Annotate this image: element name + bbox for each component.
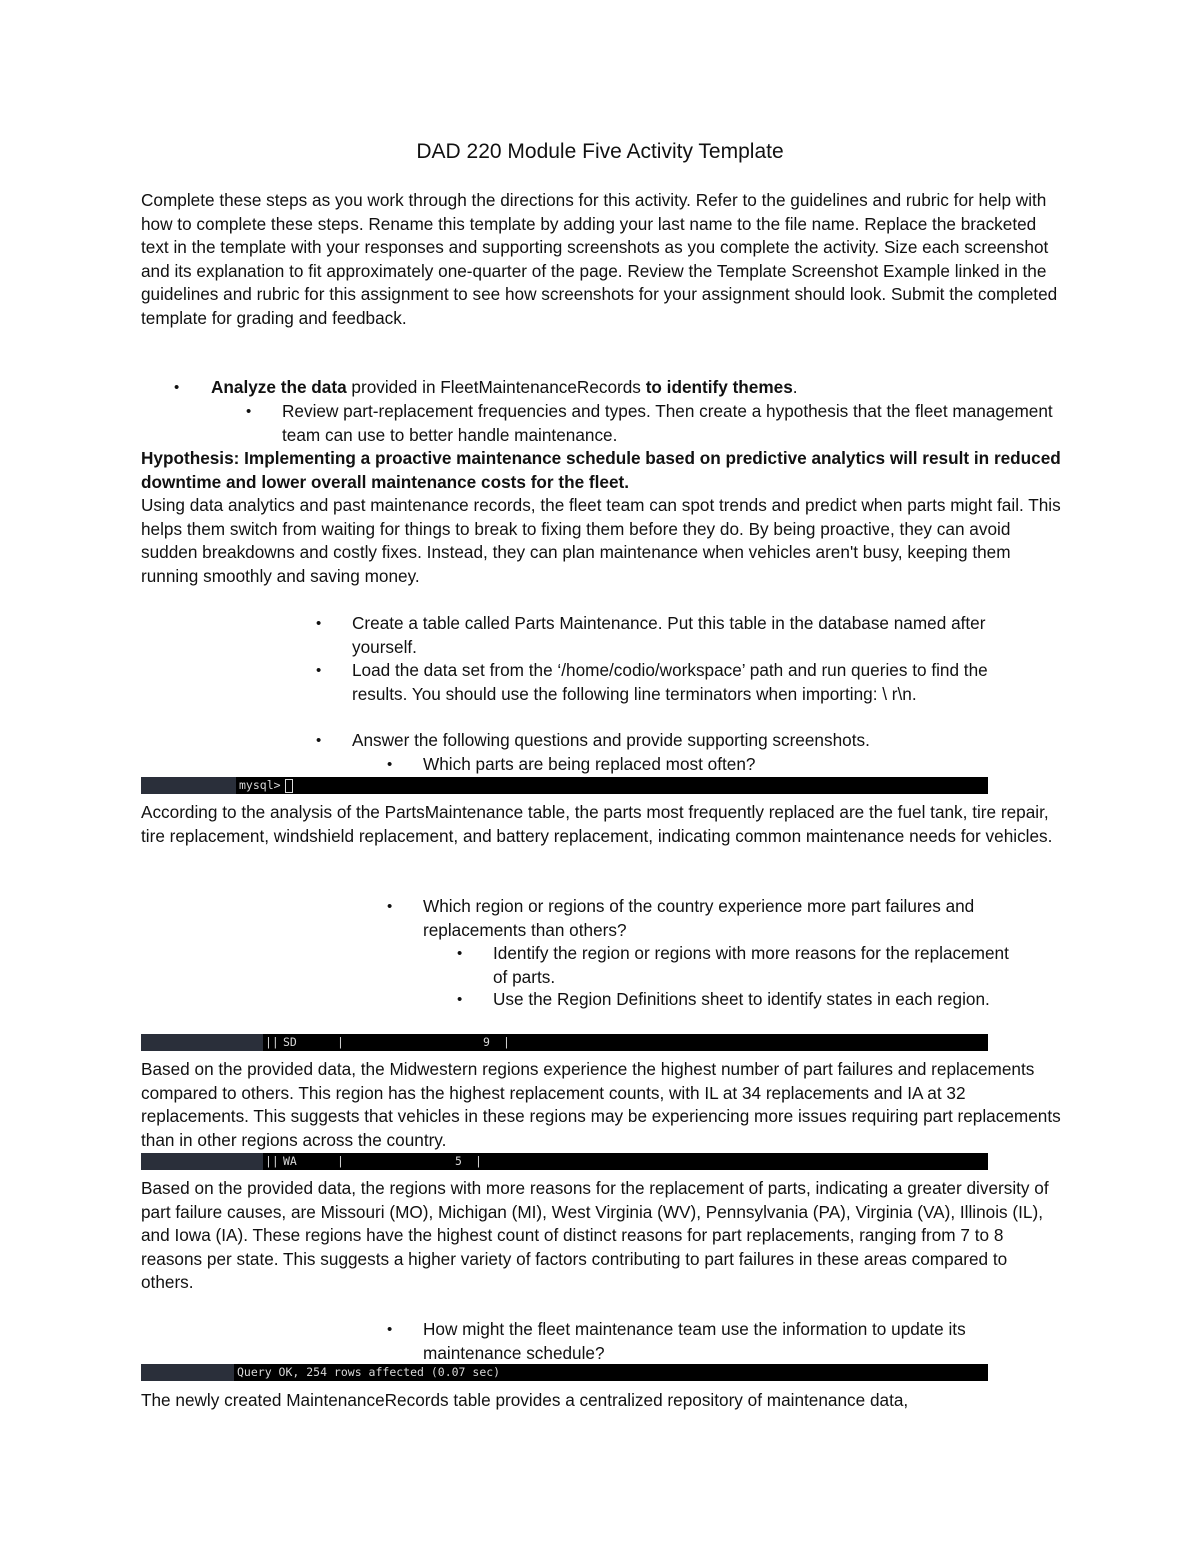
step-answer-questions — [316, 729, 1046, 753]
bullet-icon: • — [316, 732, 322, 749]
terminal-count: 5 — [455, 1154, 462, 1168]
question-parts — [387, 753, 1047, 777]
terminal-side-pane — [141, 1034, 263, 1051]
terminal-query-result: Query OK, 254 rows affected (0.07 sec) — [237, 1365, 501, 1379]
answer-parts: According to the analysis of the PartsMaintenance table, the parts most frequently replaced are the fuel tank, tire repair, tire replacement, windshield replacement, and battery replacement, indicating common maintenance needs for vehicles. — [141, 802, 1053, 846]
bullet-icon: • — [387, 756, 393, 773]
answer-regions: Based on the provided data, the Midwestern regions experience the highest number of part failures and replacements compared to others. This region has the highest replacement counts, with IL at 34 replacements and IA at 32 replacements. This suggests that vehicles in these regions may be experiencing more issues requiring part replacements than in other regions across the country. — [141, 1059, 1061, 1150]
terminal-side-pane — [141, 1364, 234, 1381]
bullet-icon: • — [387, 1321, 393, 1338]
question-text: Which parts are being replaced most often? — [423, 754, 756, 774]
terminal-side-pane — [141, 777, 236, 794]
answer-reasons: Based on the provided data, the regions with more reasons for the replacement of parts, indicating a greater diversity of part failure causes, are Missouri (MO), Michigan (MI), West Virginia (WV), Pennsylvania (PA), Virginia (VA), Illinois (IL), and Iowa (IA). These regions have the highest count of distinct reasons for part replacements, ranging from 7 to 8 reasons per state. This suggests a higher variety of factors contributing to part failures in these areas compared to others. — [141, 1178, 1049, 1292]
question-text: How might the fleet maintenance team use the information to update its maintenance schedule? — [423, 1319, 966, 1363]
analyze-sub-text: Review part-replacement frequencies and types. Then create a hypothesis that the fleet management team can use to better handle maintenance. — [282, 401, 1053, 445]
step-text: Create a table called Parts Maintenance. Put this table in the database named after yourself. — [352, 613, 986, 657]
terminal-screenshot-sd: || SD | 9 | — [141, 1034, 988, 1051]
question-regions — [387, 895, 1047, 942]
question-regions-sub-1 — [457, 942, 1017, 989]
bullet-icon: • — [246, 403, 252, 420]
terminal-cursor-icon — [285, 779, 293, 793]
terminal-prompt: mysql> — [239, 778, 281, 792]
bullet-icon: • — [457, 945, 463, 962]
bullet-icon: • — [174, 379, 180, 396]
document-title: DAD 220 Module Five Activity Template — [416, 140, 784, 163]
step-load-data — [316, 659, 1046, 706]
question-sub-text: Use the Region Definitions sheet to identify states in each region. — [493, 989, 990, 1009]
question-text: Which region or regions of the country experience more part failures and replacements than others? — [423, 896, 975, 940]
step-text: Load the data set from the ‘/home/codio/workspace’ path and run queries to find the results. You should use the following line terminators when importing: \ r\n. — [352, 660, 988, 704]
intro-paragraph: Complete these steps as you work through the directions for this activity. Refer to the guidelines and rubric for help with how to complete these steps. Rename this template by adding your last name to the file name. Replace the bracketed text in the template with your responses and supporting screenshots as you complete the activity. Size each screenshot and its explanation to fit approximately one-quarter of the page. Review the Template Screenshot Example linked in the guidelines and rubric for this assignment to see how screenshots for your assignment should look. Submit the completed template for grading and feedback. — [141, 190, 1058, 328]
hypothesis-heading: Hypothesis: Implementing a proactive maintenance schedule based on predictive analytics will result in reduced downtime and lower overall maintenance costs for the fleet. — [141, 448, 1061, 492]
bullet-icon: • — [316, 615, 322, 632]
hypothesis-body: Using data analytics and past maintenance records, the fleet team can spot trends and predict when parts might fail. This helps them switch from waiting for things to break to fixing them before they do. By being proactive, they can avoid sudden breakdowns and costly fixes. Instead, they can plan maintenance when vehicles aren't busy, keeping them running smoothly and saving money. — [141, 495, 1061, 586]
bullet-icon: • — [387, 898, 393, 915]
bullet-icon: • — [316, 662, 322, 679]
terminal-state: WA — [283, 1154, 297, 1168]
terminal-screenshot-wa: || WA | 5 | — [141, 1153, 988, 1170]
analyze-bold-a: Analyze the data — [211, 377, 347, 397]
question-regions-sub-2 — [457, 988, 1017, 1012]
question-schedule — [387, 1318, 1047, 1365]
analyze-mid: provided in FleetMaintenanceRecords — [346, 377, 646, 397]
terminal-side-pane — [141, 1153, 263, 1170]
terminal-state: SD — [283, 1035, 297, 1049]
analyze-bold-b: to identify themes — [645, 377, 793, 397]
step-create-table — [316, 612, 1046, 659]
step-text: Answer the following questions and provide supporting screenshots. — [352, 730, 870, 750]
bullet-icon: • — [457, 991, 463, 1008]
terminal-screenshot-query-ok — [141, 1364, 988, 1381]
question-sub-text: Identify the region or regions with more reasons for the replacement of parts. — [493, 943, 1009, 987]
analyze-sub-bullet — [246, 400, 1056, 447]
analyze-bullet — [174, 376, 1054, 400]
terminal-screenshot-prompt — [141, 777, 988, 794]
answer-schedule: The newly created MaintenanceRecords table provides a centralized repository of maintenance data, — [141, 1390, 909, 1410]
analyze-end: . — [792, 377, 798, 397]
terminal-count: 9 — [483, 1035, 490, 1049]
